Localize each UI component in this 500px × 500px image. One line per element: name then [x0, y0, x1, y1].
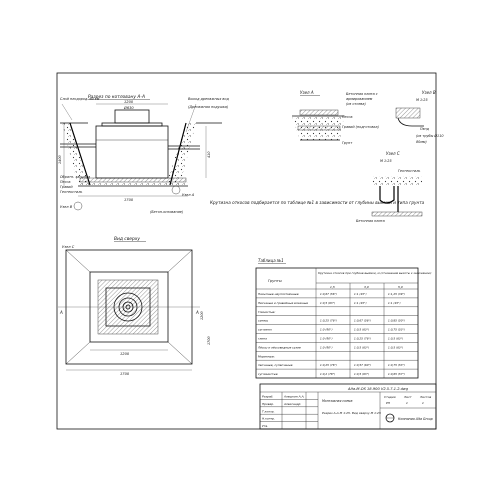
table-row-value: 1:1 (45°)	[388, 300, 401, 305]
node-b-pipe: Пэнд	[420, 127, 429, 131]
stamp-role: Утв.	[262, 424, 269, 429]
table-row-soil: супесь	[258, 318, 269, 323]
plan-view	[58, 236, 211, 376]
table-row-soil: глина	[258, 336, 267, 341]
stamp-name: Монтажная схема	[322, 399, 353, 403]
table-row-value: 1:0,65 (57°)	[388, 372, 405, 377]
base-layer-1	[80, 178, 186, 182]
node-b-title: Узел В	[422, 90, 436, 95]
table-head-group: Крутизна откосов при глубине выемки, м (отношение высоты к заложению)	[318, 271, 432, 275]
table-row-value: 1:0 (90°)	[320, 327, 333, 332]
table-row-soil: Песчаные и гравийные влажные	[258, 300, 309, 305]
stamp-stage: РП	[386, 401, 391, 405]
base-layer-2	[78, 182, 188, 186]
label-geotextile: Геотекстиль	[60, 190, 83, 194]
node-c-title: Узел С	[386, 151, 400, 156]
table-row-value: 1:0,75 (53°)	[388, 327, 405, 332]
stamp-role: Разраб.	[262, 394, 274, 399]
label-exit: Выход дренажных вод	[188, 97, 229, 101]
node-c	[356, 151, 422, 223]
stamp-desc: Разрез А-А М 1:25. Вид сверху М 1:25	[322, 411, 381, 415]
node-a-gravel: Гравий (подготовка)	[342, 125, 379, 129]
node-b	[396, 90, 444, 144]
plan-dim-top: 1200	[120, 352, 130, 356]
lid-slab	[102, 123, 162, 126]
section-aa	[58, 94, 229, 214]
label-drain: (Дренажная подушка)	[188, 105, 229, 109]
node-a-ref: Узел А	[182, 193, 195, 197]
stamp-sheet-head: Лист	[404, 395, 412, 399]
stamp-sheets: 1	[422, 401, 424, 405]
table-row-soil: Лёссы и лёссовидные сухие	[258, 345, 301, 350]
table-row-soil: суглинок	[258, 327, 272, 332]
table-row-soil: Глинистые:	[258, 309, 276, 314]
table-row-soil: песчаные, супесчаные	[258, 363, 293, 368]
node-b-pipe2: (из трубы Ø110	[416, 134, 444, 138]
tank-body	[96, 126, 168, 178]
node-a-plate: Бетонная плита с	[346, 92, 378, 96]
table-row-value: 1:0,5 (63°)	[388, 336, 404, 341]
stamp-company: Компания Alta Group	[398, 417, 433, 421]
dim-top: 1200	[124, 100, 134, 104]
table-row-value: 1:0,5 (63°)	[354, 372, 370, 377]
stamp-person: Алешкин А.А.	[284, 394, 305, 399]
plan-node-c: Узел С	[62, 245, 75, 249]
table-row-value: 1:0,75 (53°)	[388, 363, 405, 368]
plan-dim-side-top: 1200	[200, 311, 204, 320]
table-row-value: 1:0,5 (63°)	[388, 345, 404, 350]
table-row-value: 1:0,85 (50°)	[388, 318, 405, 323]
table-row-value: 1:0,25 (76°)	[320, 318, 337, 323]
table-row-value: 1:0,57 (60°)	[354, 363, 371, 368]
node-a-title: Узел А	[300, 90, 314, 95]
node-c-scale: М 1:25	[380, 159, 392, 163]
table-body	[256, 292, 418, 376]
table-row-soil: Моренные:	[258, 354, 275, 359]
label-backfill: Обратн. засыпка	[60, 175, 91, 179]
table-row-value: 1:1,25 (39°)	[388, 292, 405, 296]
tank-neck	[115, 110, 149, 123]
table-head-depth-2: 3,0	[364, 285, 369, 289]
node-a-plate2: армированием	[346, 97, 373, 101]
sheet-frame	[57, 73, 436, 429]
stamp-role: Н.контр.	[262, 416, 275, 421]
table-row-value: 1:1 (45°)	[354, 292, 367, 296]
stamp-stage-head: Стадия	[384, 395, 396, 399]
stamp-role: Т.контр.	[262, 409, 275, 414]
node-a-soil: Грунт	[342, 141, 353, 145]
slope-table	[256, 258, 431, 378]
note-line: Крутизна откосов подбирается по таблице №1 в зависимости от глубины выемки и типа грунта	[210, 200, 425, 205]
node-c-slab: Бетонная плита	[356, 219, 385, 223]
soil-right	[166, 123, 196, 185]
table-row-value: 1:0,25 (76°)	[354, 336, 371, 341]
stamp-sheets-head: Листов	[420, 395, 432, 399]
stamp-sheet: 1	[406, 401, 408, 405]
cut-right: А	[196, 310, 199, 315]
title-block	[260, 384, 436, 429]
plan-title: Вид сверху	[114, 237, 140, 242]
table-row-soil: Насыпные неуплотнённые	[258, 292, 299, 296]
table-row-value: 1:0,25 (76°)	[320, 363, 337, 368]
section-title: Разрез по котловану А-А	[88, 95, 145, 100]
label-sand: Песок	[60, 180, 71, 184]
stamp-person: Александр	[284, 401, 301, 406]
label-base: (Бетон.основание)	[150, 210, 184, 214]
stamp-role: Провер.	[262, 401, 275, 406]
table-head-depth-1: 1,5	[330, 285, 335, 289]
label-fertile: Слой плодород. 60 см	[60, 97, 100, 101]
table-row-value: 1:0,67 (56°)	[320, 292, 337, 296]
plan-dim-side-bottom: 1700	[207, 336, 211, 345]
node-a-sand: Песок	[342, 115, 353, 119]
table-row-value: 1:0 (90°)	[320, 336, 333, 341]
stamp-roles	[260, 392, 318, 429]
table-row-value: 1:0,5 (63°)	[354, 345, 370, 350]
node-b-scale: М 1:25	[416, 98, 428, 102]
plan-dim-bottom: 1700	[120, 372, 130, 376]
label-gravel: Гравий	[60, 185, 73, 189]
table-row-soil: суглинистые	[258, 372, 278, 377]
node-a	[292, 90, 379, 145]
table-row-value: 1:0,5 (63°)	[354, 327, 370, 332]
table-row-value: 1:0,67 (56°)	[354, 318, 371, 323]
dim-bottom: 1700	[124, 198, 134, 202]
node-c-geo: Геотекстиль	[398, 169, 421, 173]
table-row-value: 1:0 (90°)	[320, 345, 333, 350]
dim-right: 410	[207, 151, 211, 158]
table-row-value: 1:0,5 (63°)	[320, 300, 336, 305]
table-row-value: 1:0,2 (78°)	[320, 372, 336, 377]
node-a-plate3: (из отсева)	[346, 102, 366, 106]
dim-inner: Ø630	[124, 106, 134, 110]
node-b-ref: Узел В	[60, 205, 73, 209]
table-head-depth-3: 5,0	[398, 285, 403, 289]
dim-left: 1400	[58, 155, 62, 164]
table-head-col1: Грунты	[268, 279, 282, 283]
stamp-code: Alta-M-OS 18-900 V2.5.7-1.2.dwg	[348, 387, 409, 391]
node-b-pipe3: 80мм)	[416, 140, 427, 144]
cut-left: А	[60, 310, 63, 315]
table-title: Таблица №1	[258, 258, 284, 263]
table-row-value: 1:1 (45°)	[354, 300, 367, 305]
